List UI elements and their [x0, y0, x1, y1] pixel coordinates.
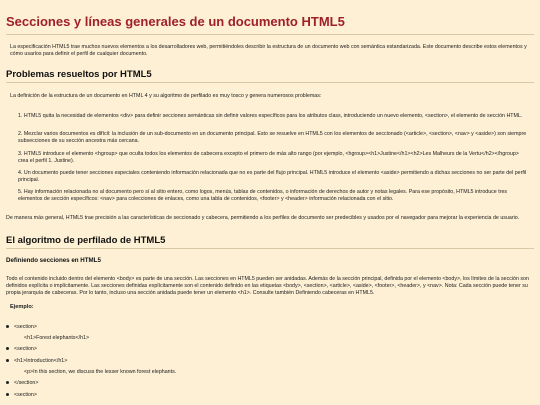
bullet-icon — [6, 393, 9, 396]
code-line: <h1>Introduction</h1> — [6, 358, 67, 365]
list-item: 1. HTML5 quita la necesidad de elementos <div> para definir secciones semánticas sin definir valores específicos para los atributos class, introduciendo un nuevo elemento, <section>, el elemento de sección HTML. — [18, 113, 523, 119]
bullet-icon — [6, 381, 9, 384]
section-heading-problems: Problemas resueltos por HTML5 — [6, 69, 152, 80]
code-line: </section> — [6, 380, 38, 387]
example-label: Ejemplo: — [10, 304, 34, 310]
code-line: <section> — [6, 324, 37, 331]
list-item: 2. Mezclar varios documentos es difícil: la inclusión de un sub-documento en un documento principal. Esto se resuelve en HTML5 con los elementos de seccionado (<article>, <section>, <nav> y <aside>) son siempre subsecciones de su sección ancestra más cercana. — [18, 131, 527, 144]
section-heading-algorithm: El algoritmo de perfilado de HTML5 — [6, 235, 166, 246]
code-line: <h1>Forest elephants</h1> — [24, 335, 90, 341]
code-line: <section> — [6, 392, 37, 399]
title-divider — [6, 34, 534, 35]
page-title: Secciones y líneas generales de un documento HTML5 — [6, 14, 345, 29]
code-line: <section> — [6, 346, 37, 353]
bullet-icon — [6, 359, 9, 362]
code-line: <p>In this section, we discuss the lesser known forest elephants. — [24, 369, 177, 375]
list-item: 3. HTML5 introduce el elemento <hgroup> que oculta todos los elementos de cabecera excepto el primero de más alto rango (por ejemplo, <hgroup><h1>Justine</h1><h2>Les Malheurs de la Vertu</h2></hgroup> crea el perfil 1. Justine). — [18, 151, 519, 164]
section-divider — [6, 248, 534, 249]
defining-sections-paragraph: Todo el contenido incluido dentro del elemento <body> es parte de una sección. Las secciones en HTML5 pueden ser anidadas. Además de la sección principal, definida por el elemento <body>, los límites de la sección son definidos explícita o implícitamente. Las secciones definidas explícitamente son el contenido definido en las etiquetas <body>, <section>, <article>, <aside>, <footer>, <header>, y <nav>. Nota: Cada sección puede tener su propia jerarquía de cabeceras. Por lo tanto, incluso una sección anidada puede tener un elemento <h1>. Consulte también Definiendo cabeceras en HTML5. — [6, 276, 529, 296]
list-item: 5. Hay información relacionada no al documento pero sí al sitio entero, como logos, menús, tablas de contenidos, o información de derechos de autor y notas legales. Para ese propósito, HTML5 introduce tres elementos de sección específicos: <nav> para colecciones de enlaces, como una tabla de contenidos, <footer> y <header> información relacionada con el sitio. — [18, 189, 508, 202]
bullet-icon — [6, 325, 9, 328]
list-item: 4. Un documento puede tener secciones especiales conteniendo información relacionada que no es parte del flujo principal. HTML5 introduce el elemento <aside> permitiendo a dichas secciones no ser parte del perfil principal. — [18, 170, 527, 183]
bullet-icon — [6, 347, 9, 350]
intro-paragraph: La especificación HTML5 trae muchos nuevos elementos a los desarrolladores web, permitiéndoles describir la estructura de un documento web con semántica estandarizada. Este documento describe estos elementos y cómo usarlos para definir el perfil de cualquier documento. — [10, 44, 527, 57]
problems-intro-paragraph: La definición de la estructura de un documento en HTML 4 y su algoritmo de perfilado es muy tosco y genera numerosos problemas: — [10, 93, 322, 99]
section-divider — [6, 82, 534, 83]
sub-heading-defining-sections: Definiendo secciones en HTML5 — [6, 257, 101, 264]
closing-paragraph: De manera más general, HTML5 trae precisión a las características de seccionado y cabecera, permitiendo a los perfiles de documento ser predecibles y usados por el navegador para mejorar la experiencia de usuario. — [6, 215, 520, 221]
